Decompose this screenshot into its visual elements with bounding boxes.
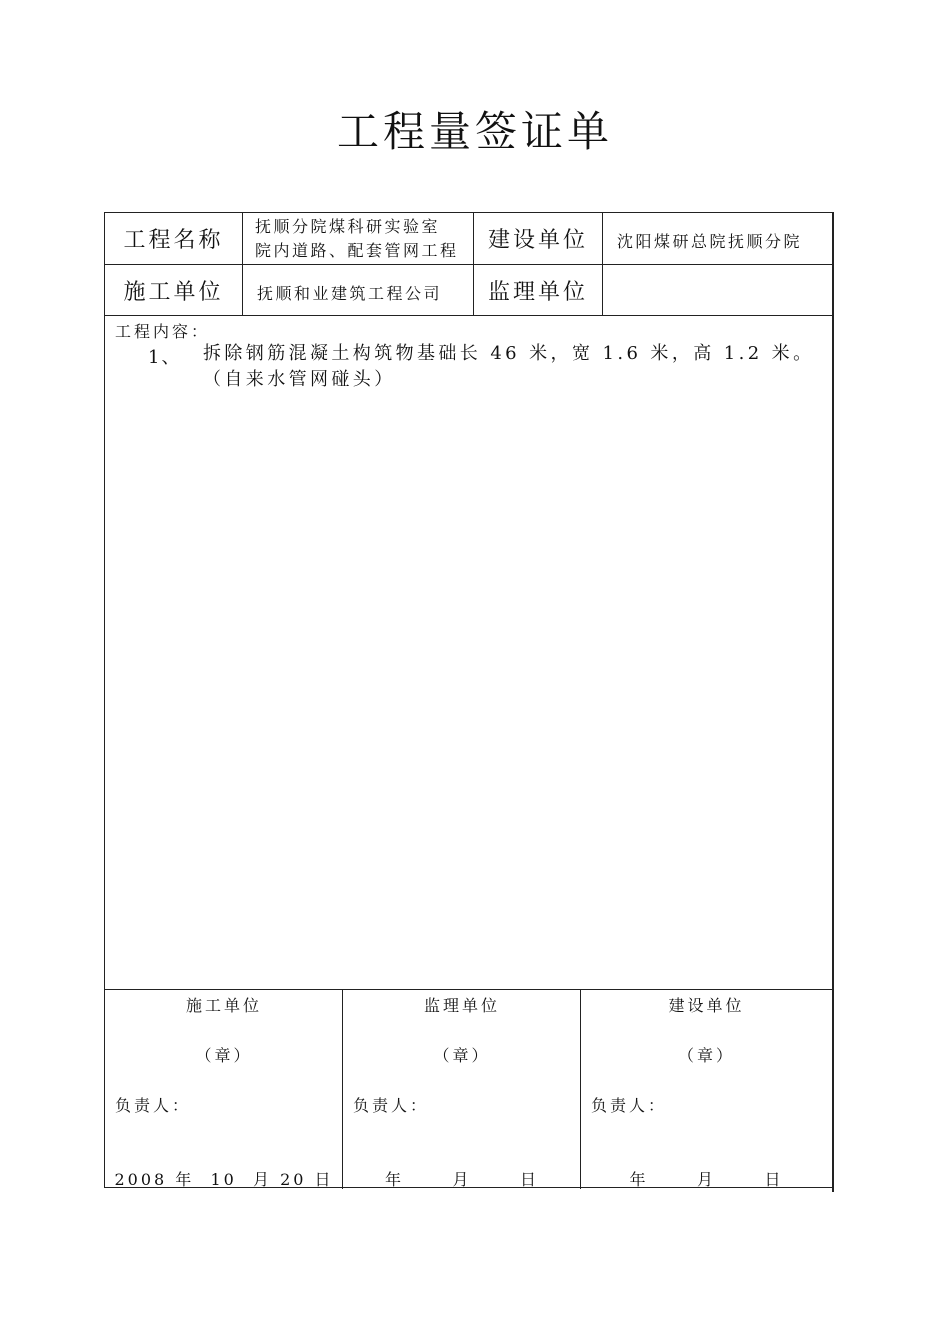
form-right-border [832, 212, 834, 1192]
signature-unit: 施工单位 [185, 996, 262, 1015]
supervisor-label: 监理单位 [487, 279, 588, 305]
signature-stamp: （章） [195, 1046, 253, 1065]
project-name-label: 工程名称 [123, 228, 224, 253]
client-value: 沈阳煤研总院抚顺分院 [617, 232, 803, 251]
signature-date: 年 月 日 [629, 1170, 784, 1189]
page-title: 工程量签证单 [336, 107, 613, 156]
signature-contractor [105, 989, 343, 1189]
signature-unit: 监理单位 [423, 996, 500, 1015]
signature-responsible: 负责人： [115, 1096, 192, 1115]
project-name-value [255, 213, 473, 264]
signature-responsible: 负责人： [591, 1096, 668, 1115]
supervisor-value [617, 265, 832, 315]
contractor-label: 施工单位 [123, 279, 224, 305]
col-divider [242, 213, 243, 316]
signature-date: 2008 年 10 月 20 日 [114, 1170, 334, 1189]
project-name-line1: 抚顺分院煤科研实验室 [255, 216, 441, 236]
content-item-number: 1、 [148, 347, 182, 368]
col-divider [602, 213, 603, 316]
project-name-line2: 院内道路、配套管网工程 [255, 240, 459, 260]
content-item-text: 拆除钢筋混凝土构筑物基础长 46 米，宽 1.6 米，高 1.2 米。（自来水管网碰头） [203, 343, 815, 390]
signature-client [581, 989, 832, 1189]
visa-form [104, 212, 832, 1188]
client-label: 建设单位 [487, 228, 588, 253]
signature-stamp: （章） [433, 1046, 491, 1065]
signature-stamp: （章） [677, 1046, 735, 1065]
signature-responsible: 负责人： [353, 1096, 430, 1115]
signature-unit: 建设单位 [668, 996, 745, 1015]
content-heading: 工程内容： [115, 322, 211, 341]
row-divider [105, 315, 832, 316]
contractor-value: 抚顺和业建筑工程公司 [257, 283, 443, 303]
signature-supervisor [343, 989, 581, 1189]
signature-date: 年 月 日 [384, 1170, 540, 1189]
